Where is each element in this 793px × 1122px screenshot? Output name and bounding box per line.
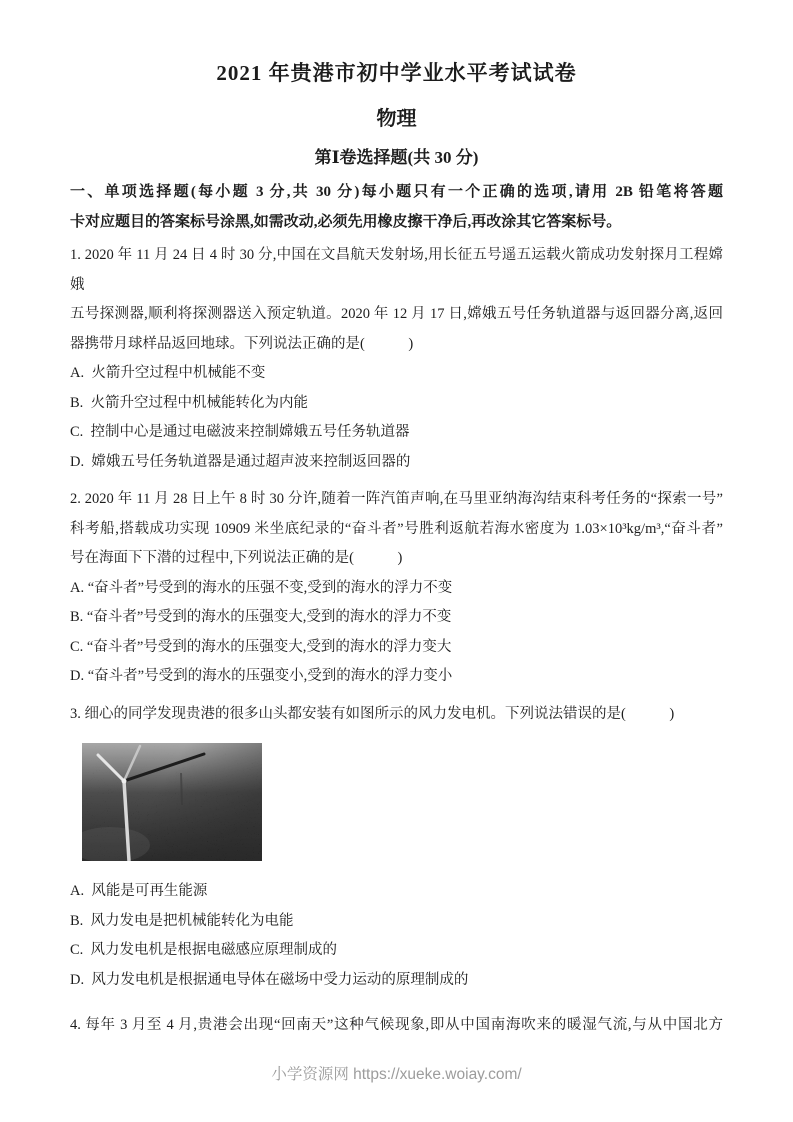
question-3-stem-line: 3. 细心的同学发现贵港的很多山头都安装有如图所示的风力发电机。下列说法错误的是( ) (70, 705, 675, 722)
question-1-option-c: C. 控制中心是通过电磁波来控制嫦娥五号任务轨道器 (70, 424, 410, 440)
page-title: 2021 年贵港市初中学业水平考试试卷 (216, 61, 577, 85)
question-3-option-a: A. 风能是可再生能源 (70, 883, 208, 899)
question-3 (70, 700, 723, 996)
question-3-figure (82, 743, 262, 861)
question-3-option-d: D. 风力发电机是根据通电导体在磁场中受力运动的原理制成的 (70, 971, 469, 988)
question-2-option-c: C. “奋斗者”号受到的海水的压强变大,受到的海水的浮力变大 (70, 638, 452, 655)
question-2-option-d: D. “奋斗者”号受到的海水的压强变小,受到的海水的浮力变小 (70, 668, 453, 684)
section-instructions (70, 178, 723, 237)
question-1-option-d: D. 嫦娥五号任务轨道器是通过超声波来控制返回器的 (70, 453, 411, 470)
question-2-stem-line: 科考船,搭载成功实现 10909 米坐底纪录的“奋斗者”号胜利返航若海水密度为 1.03×10³kg/m³,“奋斗者” (70, 520, 723, 537)
question-4 (70, 1011, 723, 1041)
wind-turbine-photo (82, 743, 262, 861)
question-1-option-b: B. 火箭升空过程中机械能转化为内能 (70, 394, 309, 411)
part-header: 第Ⅰ卷选择题(共 30 分) (314, 148, 479, 167)
question-2-option-a: A. “奋斗者”号受到的海水的压强不变,受到的海水的浮力不变 (70, 579, 453, 596)
question-2-stem-line: 2. 2020 年 11 月 28 日上午 8 时 30 分许,随着一阵汽笛声响,在马里亚纳海沟结束科考任务的“探索一号” (70, 491, 723, 507)
question-3-option-b: B. 风力发电是把机械能转化为电能 (70, 912, 294, 929)
question-1-stem-line: 器携带月球样品返回地球。下列说法正确的是( ) (70, 335, 414, 352)
question-1 (70, 241, 723, 477)
question-1-option-a: A. 火箭升空过程中机械能不变 (70, 365, 266, 381)
question-4-stem-line: 4. 每年 3 月至 4 月,贵港会出现“回南天”这种气候现象,即从中国南海吹来的暖湿气流,与从中国北方 (70, 1017, 723, 1033)
question-2-option-b: B. “奋斗者”号受到的海水的压强变大,受到的海水的浮力不变 (70, 609, 452, 625)
question-2-stem-line: 号在海面下下潜的过程中,下列说法正确的是( ) (70, 550, 403, 566)
question-1-stem-line: 五号探测器,顺利将探测器送入预定轨道。2020 年 12 月 17 日,嫦娥五号任务轨道器与返回器分离,返回 (70, 306, 723, 322)
subject-title: 物理 (376, 108, 417, 130)
question-3-option-c: C. 风力发电机是根据电磁感应原理制成的 (70, 942, 338, 958)
watermark-footer: 小学资源网 https://xueke.woiay.com/ (271, 1066, 522, 1083)
question-2 (70, 485, 723, 692)
section-instructions-line-1: 一、单项选择题(每小题 3 分,共 30 分)每小题只有一个正确的选项,请用 2B 铅笔将答题 (70, 184, 723, 200)
section-instructions-line-2: 卡对应题目的答案标号涂黑,如需改动,必须先用橡皮擦干净后,再改涂其它答案标号。 (70, 213, 622, 230)
question-1-stem-line: 1. 2020 年 11 月 24 日 4 时 30 分,中国在文昌航天发射场,用长征五号遥五运载火箭成功发射探月工程嫦娥 (70, 247, 723, 293)
